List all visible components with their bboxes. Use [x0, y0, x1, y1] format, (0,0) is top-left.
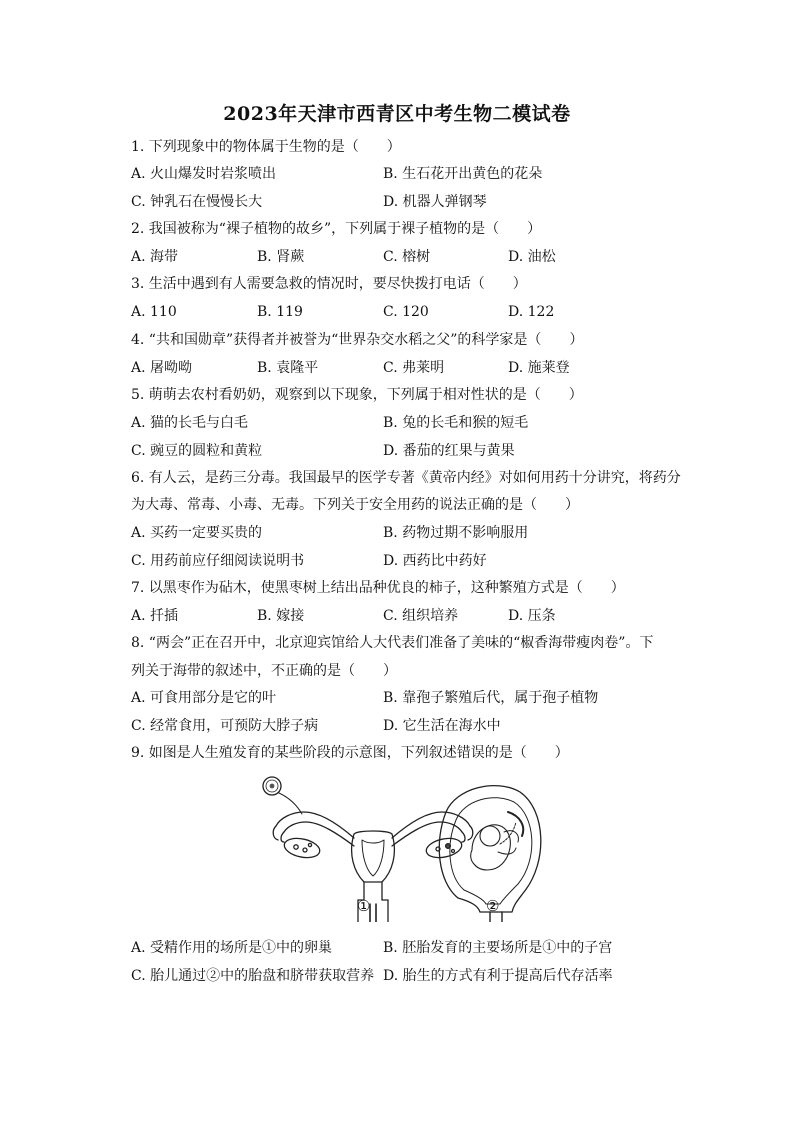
q6-option-c: C. 用药前应仔细阅读说明书 [131, 553, 305, 569]
q8-option-b: B. 靠孢子繁殖后代，属于孢子植物 [383, 690, 599, 706]
q7-option-b: B. 嫁接 [257, 608, 305, 624]
page-title: 2023年天津市西青区中考生物二模试卷 [223, 103, 571, 125]
q2-option-b: B. 肾蕨 [257, 249, 305, 265]
q7-option-c: C. 组织培养 [383, 608, 459, 624]
q5-option-b: B. 兔的长毛和猴的短毛 [383, 415, 529, 431]
q2-option-d: D. 油松 [508, 249, 556, 265]
question-1-stem: 1. 下列现象中的物体属于生物的是（ ） [131, 139, 401, 155]
q7-option-d: D. 压条 [508, 608, 556, 624]
q5-option-c: C. 豌豆的圆粒和黄粒 [131, 443, 263, 459]
q8-option-a: A. 可食用部分是它的叶 [131, 690, 277, 706]
q1-option-b: B. 生石花开出黄色的花朵 [383, 166, 543, 182]
q8-option-c: C. 经常食用，可预防大脖子病 [131, 718, 319, 734]
q4-option-c: C. 弗莱明 [383, 360, 445, 376]
question-7-stem: 7. 以黑枣作为砧木，使黑枣树上结出品种优良的柿子，这种繁殖方式是（ ） [131, 580, 625, 596]
q3-option-c: C. 120 [383, 304, 429, 320]
question-6-stem-line-2: 为大毒、常毒、小毒、无毒。下列关于安全用药的说法正确的是（ ） [131, 497, 579, 513]
q2-option-c: C. 榕树 [383, 249, 431, 265]
question-5-stem: 5. 萌萌去农村看奶奶，观察到以下现象，下列属于相对性状的是（ ） [131, 387, 583, 403]
q4-option-d: D. 施莱登 [508, 360, 570, 376]
question-4-stem: 4. “共和国勋章”获得者并被誉为“世界杂交水稻之父”的科学家是（ ） [131, 332, 584, 348]
question-9-stem: 9. 如图是人生殖发育的某些阶段的示意图，下列叙述错误的是（ ） [131, 745, 569, 761]
q4-option-b: B. 袁隆平 [257, 360, 319, 376]
question-8-stem-line-2: 列关于海带的叙述中，不正确的是（ ） [131, 663, 397, 679]
question-2-stem: 2. 我国被称为“裸子植物的故乡”，下列属于裸子植物的是（ ） [131, 221, 542, 237]
q3-option-a: A. 110 [131, 304, 177, 320]
q9-option-a: A. 受精作用的场所是①中的卵巢 [131, 940, 333, 956]
figure-label-2: ② [486, 897, 500, 915]
q2-option-a: A. 海带 [131, 249, 179, 265]
question-8-stem-line-1: 8. “两会”正在召开中，北京迎宾馆给人大代表们准备了美味的“椒香海带瘦肉卷”。下 [131, 635, 654, 651]
q6-option-a: A. 买药一定要买贵的 [131, 525, 263, 541]
q4-option-a: A. 屠呦呦 [131, 360, 193, 376]
q6-option-b: B. 药物过期不影响服用 [383, 525, 529, 541]
figure-label-1: ① [357, 897, 371, 915]
q1-option-c: C. 钟乳石在慢慢长大 [131, 194, 263, 210]
question-6-stem-line-1: 6. 有人云，是药三分毒。我国最早的医学专著《黄帝内经》对如何用药十分讲究，将药分 [131, 470, 681, 486]
q1-option-d: D. 机器人弹钢琴 [383, 194, 487, 210]
q3-option-b: B. 119 [257, 304, 303, 320]
q1-option-a: A. 火山爆发时岩浆喷出 [131, 166, 277, 182]
uterus-diagram [273, 812, 473, 922]
q6-option-d: D. 西药比中药好 [383, 553, 487, 569]
question-3-stem: 3. 生活中遇到有人需要急救的情况时，要尽快拨打电话（ ） [131, 276, 527, 292]
q9-option-d: D. 胎生的方式有利于提高后代存活率 [383, 968, 613, 984]
q9-option-c: C. 胎儿通过②中的胎盘和脐带获取营养 [131, 968, 375, 984]
q8-option-d: D. 它生活在海水中 [383, 718, 501, 734]
q5-option-a: A. 猫的长毛与白毛 [131, 415, 249, 431]
q3-option-d: D. 122 [508, 304, 555, 320]
q9-option-b: B. 胚胎发育的主要场所是①中的子宫 [383, 940, 613, 956]
q5-option-d: D. 番茄的红果与黄果 [383, 443, 515, 459]
q7-option-a: A. 扦插 [131, 608, 179, 624]
reproduction-figure [258, 772, 548, 922]
